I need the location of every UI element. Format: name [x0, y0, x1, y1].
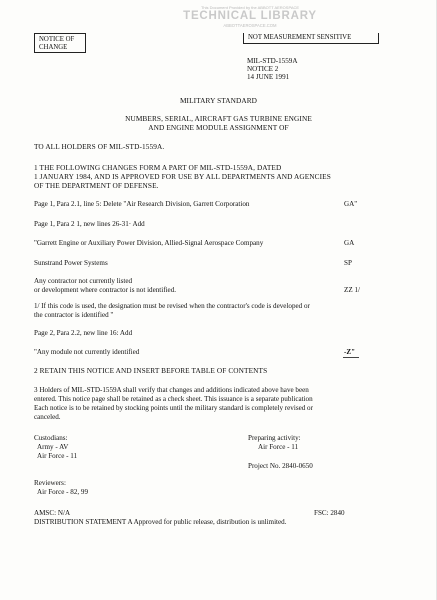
preparing-air-force: Air Force - 11 [258, 443, 299, 451]
watermark-url: ABBOTTAEROSPACE.COM [223, 23, 277, 28]
title-line2: NUMBERS, SERIAL, AIRCRAFT GAS TURBINE ENGINE [125, 114, 312, 123]
preparing-activity-heading: Preparing activity: [248, 434, 301, 442]
watermark-title: TECHNICAL LIBRARY [183, 10, 317, 22]
change-7-text: "Any module not currently identified [34, 348, 140, 356]
notice-box-line1: NOTICE OF [39, 36, 75, 43]
para3-line2: entered. This notice page shall be retained as a check sheet. This issuance is a separate publication [34, 395, 313, 403]
watermark-provided-by: This Document Provided by the ABBOTT AEROSPACE [200, 5, 300, 10]
change-3-text: "Garrett Engine or Auxiliary Power Division, Allied-Signal Aerospace Company [34, 239, 264, 247]
project-number: Project No. 2840-0650 [248, 462, 313, 470]
para3-line3: Each notice is to be retained by stocking points until the military standard is completely revised or [34, 404, 313, 412]
not-measurement-sensitive: NOT MEASUREMENT SENSITIVE [248, 34, 352, 41]
custodian-air-force: Air Force - 11 [37, 452, 78, 460]
doc-number: MIL-STD-1559A [247, 57, 298, 65]
footnote-line1: 1/ If this code is used, the designation must be revised when the contractor's code is developed or [34, 302, 310, 310]
title-military-standard: MILITARY STANDARD [179, 96, 258, 105]
para2: 2 RETAIN THIS NOTICE AND INSERT BEFORE TABLE OF CONTENTS [34, 366, 268, 375]
custodians-heading: Custodians: [34, 434, 68, 442]
reviewers-heading: Reviewers: [34, 479, 66, 487]
change-4-code: SP [344, 259, 352, 267]
distribution-statement: DISTRIBUTION STATEMENT A Approved for public release, distribution is unlimited. [34, 518, 287, 526]
para3-line1: 3 Holders of MIL-STD-1559A shall verify that changes and additions indicated above have been [34, 386, 309, 394]
fsc: FSC: 2840 [314, 509, 345, 517]
title-line3: AND ENGINE MODULE ASSIGNMENT OF [148, 123, 289, 132]
notice-date: 14 JUNE 1991 [247, 73, 290, 81]
change-2-text: Page 1, Para 2 1, new lines 26-31· Add [34, 220, 145, 228]
change-5-text2: or development where contractor is not identified. [34, 286, 177, 294]
reviewer-air-force: Air Force - 82, 99 [37, 488, 89, 496]
change-7-code: -Z" [344, 348, 356, 356]
change-1-code: GA" [344, 200, 358, 208]
change-5-code: ZZ 1/ [344, 286, 360, 294]
change-5-text1: Any contractor not currently listed [34, 277, 133, 285]
para1-line3: OF THE DEPARTMENT OF DEFENSE. [34, 181, 159, 190]
footnote-line2: the contractor is identified " [34, 311, 114, 319]
para1-line2: 1 JANUARY 1984, AND IS APPROVED FOR USE BY ALL DEPARTMENTS AND AGENCIES [34, 172, 331, 181]
custodian-army: Army - AV [37, 443, 69, 451]
amsc: AMSC: N/A [34, 509, 71, 517]
change-7-code-underline [343, 357, 359, 358]
change-6-text: Page 2, Para 2.2, new line 16: Add [34, 329, 133, 337]
change-1-text: Page 1, Para 2.1, line 5: Delete "Air Research Division, Garrett Corporation [34, 200, 250, 208]
change-4-text: Sunstrand Power Systems [34, 259, 108, 267]
para3-line4: canceled. [34, 413, 61, 421]
change-3-code: GA [344, 239, 355, 247]
para1-line1: 1 THE FOLLOWING CHANGES FORM A PART OF MIL-STD-1559A, DATED [34, 163, 282, 172]
notice-box-line2: CHANGE [39, 44, 68, 51]
to-all-holders: TO ALL HOLDERS OF MIL-STD-1559A. [34, 142, 165, 151]
notice-of-change-box [34, 33, 86, 53]
notice-number: NOTICE 2 [247, 65, 279, 73]
